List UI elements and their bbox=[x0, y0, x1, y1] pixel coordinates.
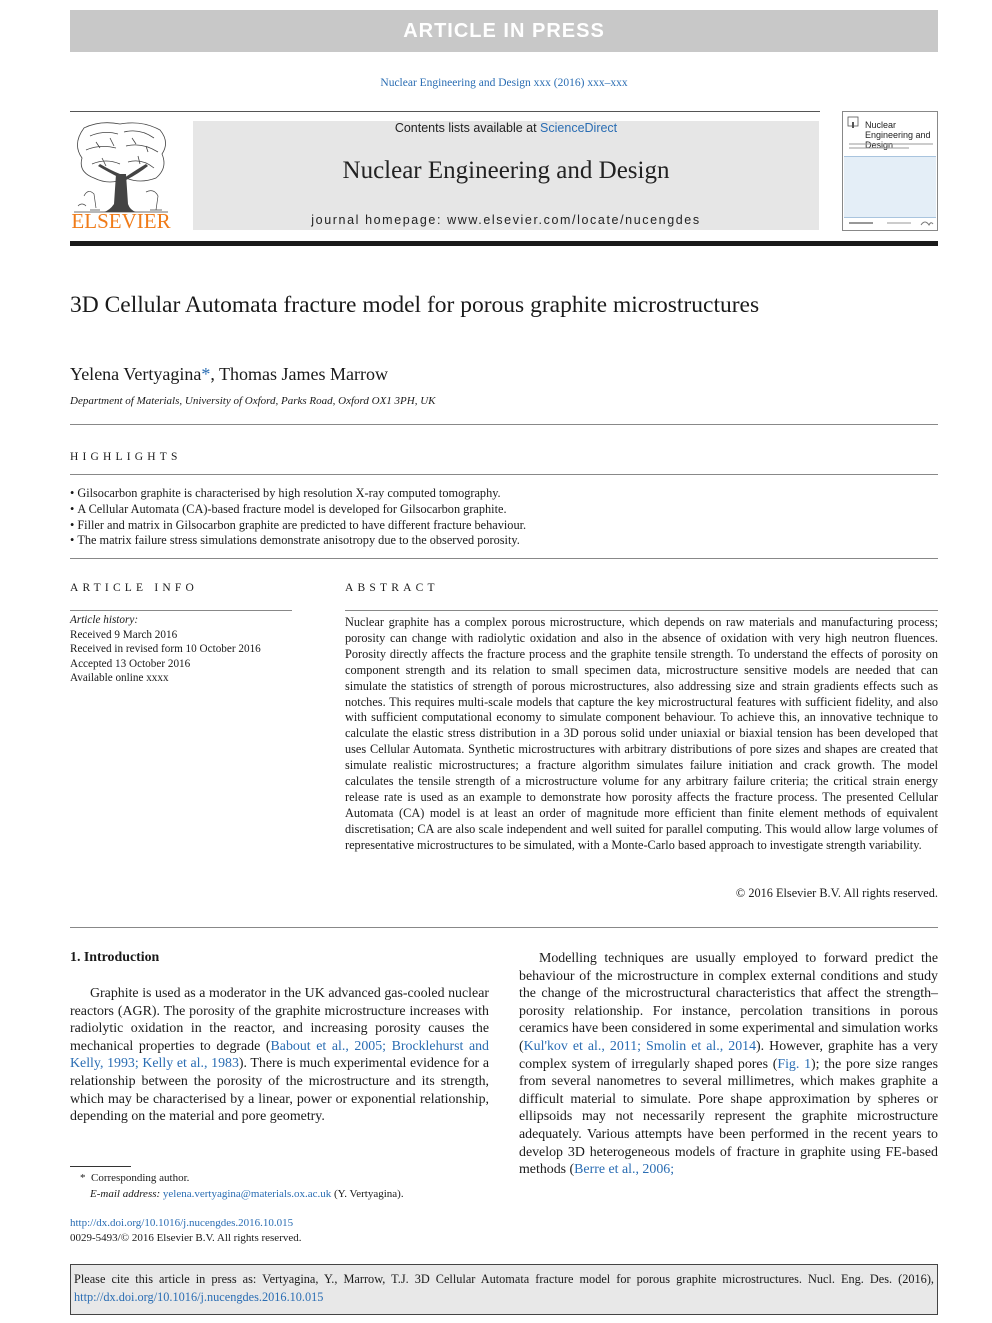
author-vertyagina[interactable]: Yelena Vertyagina bbox=[70, 364, 202, 384]
footnote-rule bbox=[70, 1166, 131, 1167]
author-marrow[interactable]: Thomas James Marrow bbox=[219, 364, 388, 384]
highlights-list bbox=[70, 486, 938, 549]
highlights-label-rule bbox=[70, 474, 938, 475]
cover-subtitle-lines-icon bbox=[849, 142, 933, 150]
abstract-text: Nuclear graphite has a complex porous microstructure, which depends on raw materials and manufacturing process; porosity can change with radiolytic oxidation and also in the absence of oxidation with very high neutron fluences. Porosity directly affects the fracture process and the graphite tensile strength. To understand the effects of porosity on component strength and its relation to small specimen data, microstructure sensitive models are needed that can simulate the statistics of strength of porous microstructures, also addressing size and strain gradients effects such as notches. This requires multi-scale models that capture the key microstructural features with sufficient fidelity, and also with sufficient computational economy to simulate component behaviour. To achieve this, an innovative technique to calculate the elastic stress distribution in a 3D porous solid under uniaxial or biaxial tension has been developed that uses Cellular Automata. Synthetic microstructures with arbitrary distributions of pore sizes and shapes are created that simulate realistic microstructures; a fracture algorithm simulates failure initiation and crack growth. The model calculates the tensile strength of a microstructure volume for any arbitrary failure criteria; the critical strain energy release rate is used as an example to demonstrate how porosity affects the fracture process. The presented Cellular Automata (CA) model is at least an order of magnitude more efficient than finite element methods of equivalent discretisation; CA are also scale independent and well suited for parallel computing. This would allow large volumes of representative microstructures to be simulated, with a Monte-Carlo based approach to investigate strength variability. bbox=[345, 615, 938, 852]
highlight-item: • A Cellular Automata (CA)-based fracture model is developed for Gilsocarbon graphite. bbox=[70, 502, 938, 518]
section-heading-introduction: 1. Introduction bbox=[70, 950, 160, 965]
intro-p1-text-b: ). There is much experimental evidence for a relationship between the porosity of the microstructure and its strength, which may be characterised by a linear, power or exponential relationship, depending on the material and pore geometry. bbox=[70, 1056, 489, 1125]
author-email-link[interactable]: yelena.vertyagina@materials.ox.ac.uk bbox=[162, 1188, 332, 1200]
intro-p2-text-b: ). However, graphite has a very complex system of irregularly shaped pores ( bbox=[519, 1038, 938, 1072]
article-info-label: ARTICLE INFO bbox=[70, 582, 198, 594]
footnote-corresponding: Corresponding author. bbox=[91, 1172, 190, 1184]
cite-article-box bbox=[70, 1264, 938, 1315]
contents-prefix: Contents lists available at bbox=[394, 121, 541, 135]
intro-paragraph-1 bbox=[70, 985, 489, 1126]
citation-berre-link[interactable]: Berre et al., 2006; bbox=[574, 1162, 675, 1178]
highlight-item: • Gilsocarbon graphite is characterised by high resolution X-ray computed tomography. bbox=[70, 486, 938, 502]
elsevier-wordmark[interactable]: ELSEVIER bbox=[71, 209, 171, 233]
body-column-right bbox=[519, 950, 938, 1179]
header-top-rule bbox=[70, 111, 820, 112]
cover-footer-marks-icon bbox=[847, 218, 935, 228]
affiliation: Department of Materials, University of Oxford, Parks Road, Oxford OX1 3PH, UK bbox=[70, 395, 436, 407]
article-history bbox=[70, 613, 292, 686]
author-separator: , bbox=[210, 364, 219, 384]
journal-header bbox=[193, 121, 819, 230]
cover-journal-title: Nuclear Engineering and Design bbox=[865, 120, 931, 150]
highlight-item: • Filler and matrix in Gilsocarbon graphite are predicted to have different fracture behaviour. bbox=[70, 518, 938, 534]
doi-block bbox=[70, 1216, 500, 1246]
footnote-email-suffix: (Y. Vertyagina). bbox=[334, 1188, 404, 1200]
footnote-mark: * bbox=[80, 1172, 86, 1184]
history-online: Available online xxxx bbox=[70, 672, 169, 685]
article-info-rule bbox=[70, 610, 292, 611]
citation-babout-link[interactable]: Babout et al., 2005; Brocklehurst and Kelly, 1993; Kelly et al., 1983 bbox=[70, 1038, 490, 1072]
body-top-rule bbox=[70, 927, 938, 928]
body-column-left bbox=[70, 985, 489, 1126]
issn-copyright: 0029-5493/© 2016 Elsevier B.V. All rights reserved. bbox=[70, 1232, 302, 1244]
intro-paragraph-2 bbox=[519, 950, 938, 1179]
citation-doi-link[interactable]: http://dx.doi.org/10.1016/j.nucengdes.2016.10.015 bbox=[74, 1289, 324, 1304]
sciencedirect-link[interactable]: ScienceDirect bbox=[540, 121, 618, 135]
cover-elsevier-mini-logo-icon bbox=[847, 116, 859, 130]
corresponding-author-mark[interactable]: * bbox=[201, 364, 211, 384]
header-bottom-rule bbox=[70, 241, 938, 246]
cover-color-band bbox=[844, 156, 936, 218]
journal-homepage[interactable]: journal homepage: www.elsevier.com/locate/nucengdes bbox=[311, 213, 701, 227]
footnote-line-2 bbox=[70, 1186, 500, 1202]
highlights-bottom-rule bbox=[70, 558, 938, 559]
history-received: Received 9 March 2016 bbox=[70, 628, 178, 641]
article-in-press-banner: ARTICLE IN PRESS bbox=[70, 10, 938, 52]
doi-link[interactable]: http://dx.doi.org/10.1016/j.nucengdes.2016.10.015 bbox=[70, 1217, 294, 1229]
journal-title: Nuclear Engineering and Design bbox=[342, 157, 670, 184]
article-title: 3D Cellular Automata fracture model for porous graphite microstructures bbox=[70, 292, 760, 318]
intro-p1-text-a: Graphite is used as a moderator in the UK advanced gas-cooled nuclear reactors (AGR). The porosity of the graphite microstructure increases with radiolytic oxidation in the reactor, and increasing porosity causes the mechanical properties to degrade ( bbox=[70, 986, 489, 1054]
abstract-copyright: © 2016 Elsevier B.V. All rights reserved. bbox=[735, 886, 938, 900]
citation-kulkov-link[interactable]: Kul'kov et al., 2011; Smolin et al., 2014 bbox=[523, 1038, 757, 1054]
footnote-email-label: E-mail address: bbox=[90, 1188, 161, 1200]
history-accepted: Accepted 13 October 2016 bbox=[70, 657, 191, 670]
figure-1-link[interactable]: Fig. 1 bbox=[777, 1056, 812, 1072]
intro-p2-text-c: ); the pore size ranges from several nanometres to several millimetres, which makes graphite a difficult material to simulate. Pore shape approximation by spheres or ellipsoids may not necessarily represent the graphite microstructure adequately. Various attempts have been performed in the recent years to develop 3D heterogeneous models of fracture in graphite using FE-based methods ( bbox=[519, 1056, 938, 1178]
highlights-top-rule bbox=[70, 424, 938, 425]
journal-cover-thumbnail[interactable] bbox=[842, 111, 938, 231]
abstract-label: ABSTRACT bbox=[345, 582, 439, 594]
abstract-rule bbox=[345, 610, 938, 611]
history-label: Article history: bbox=[70, 614, 139, 626]
journal-reference-link[interactable]: Nuclear Engineering and Design xxx (2016) xxx–xxx bbox=[380, 77, 628, 89]
author-list bbox=[70, 364, 388, 385]
intro-p2-text-a: Modelling techniques are usually employed to forward predict the behaviour of the microstructure in complex external conditions and study the change of the microstructural characteristics that affect the strength–porosity relationship. For instance, percolation transitions in porous ceramics have been considered in some experimental and simulation works ( bbox=[519, 951, 938, 1054]
history-revised: Received in revised form 10 October 2016 bbox=[70, 643, 261, 656]
footnote-line-1 bbox=[70, 1170, 500, 1186]
highlight-item: • The matrix failure stress simulations demonstrate anisotropy due to the observed porosity. bbox=[70, 533, 938, 549]
highlights-label: HIGHLIGHTS bbox=[70, 451, 182, 463]
contents-line bbox=[193, 121, 819, 135]
corresponding-author-footnote bbox=[70, 1170, 500, 1202]
citation-text: Please cite this article in press as: Vertyagina, Y., Marrow, T.J. 3D Cellular Automata fracture model for porous graphite microstructures. Nucl. Eng. Des. (2016), bbox=[74, 1272, 934, 1286]
